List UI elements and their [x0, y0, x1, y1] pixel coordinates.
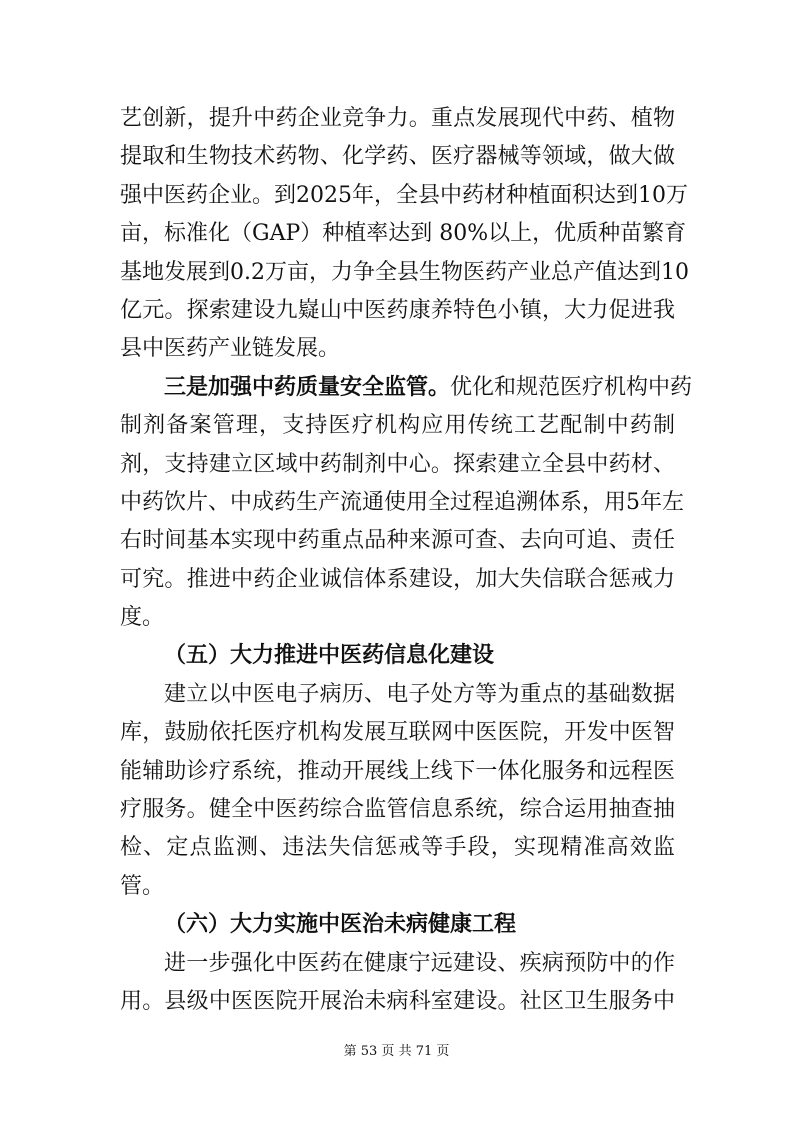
- body-line: 建立以中医电子病历、电子处方等为重点的基础数据: [164, 681, 675, 707]
- body-line: 县中医药产业链发展。: [120, 336, 341, 362]
- paragraph-lead-rest: 优化和规范医疗机构中药: [450, 374, 693, 400]
- body-line: 用。县级中医医院开展治未病科室建设。社区卫生服务中: [120, 988, 675, 1014]
- body-line: 能辅助诊疗系统，推动开展线上线下一体化服务和远程医: [120, 758, 675, 784]
- body-line: 右时间基本实现中药重点品种来源可查、去向可追、责任: [120, 528, 675, 554]
- section-heading: （五）大力推进中医药信息化建设: [164, 643, 495, 669]
- body-line: 管。: [120, 873, 165, 899]
- body-line: 制剂备案管理，支持医疗机构应用传统工艺配制中药制: [120, 413, 675, 439]
- body-line: 度。: [120, 605, 165, 631]
- body-line: 可究。推进中药企业诚信体系建设，加大失信联合惩戒力: [120, 566, 675, 592]
- body-line: 亿元。探索建设九嶷山中医药康养特色小镇，大力促进我: [120, 297, 675, 323]
- body-line: 基地发展到0.2万亩，力争全县生物医药产业总产值达到10: [120, 259, 689, 285]
- body-line: 库，鼓励依托医疗机构发展互联网中医医院，开发中医智: [120, 720, 675, 746]
- section-heading: （六）大力实施中医治未病健康工程: [164, 912, 517, 938]
- body-line: 中药饮片、中成药生产流通使用全过程追溯体系，用5年左: [120, 489, 684, 515]
- body-line: 强中医药企业。到2025年，全县中药材种植面积达到10万: [120, 182, 688, 208]
- body-line: 提取和生物技术药物、化学药、医疗器械等领域，做大做: [120, 144, 675, 170]
- body-line-lead: [120, 369, 693, 407]
- page-body: [120, 100, 693, 1021]
- body-line: 疗服务。健全中医药综合监管信息系统，综合运用抽查抽: [120, 797, 675, 823]
- body-line: 亩，标准化（GAP）种植率达到 80%以上，优质种苗繁育: [120, 221, 687, 247]
- body-line: 剂，支持建立区域中药制剂中心。探索建立全县中药材、: [120, 451, 675, 477]
- body-line: 进一步强化中医药在健康宁远建设、疾病预防中的作: [164, 950, 675, 976]
- body-line: 艺创新，提升中药企业竞争力。重点发展现代中药、植物: [120, 106, 675, 131]
- paragraph-lead: 三是加强中药质量安全监管。: [164, 374, 451, 400]
- body-line: 检、定点监测、违法失信惩戒等手段，实现精准高效监: [120, 835, 675, 861]
- page-footer: 第 53 页 共 71 页: [343, 1044, 450, 1059]
